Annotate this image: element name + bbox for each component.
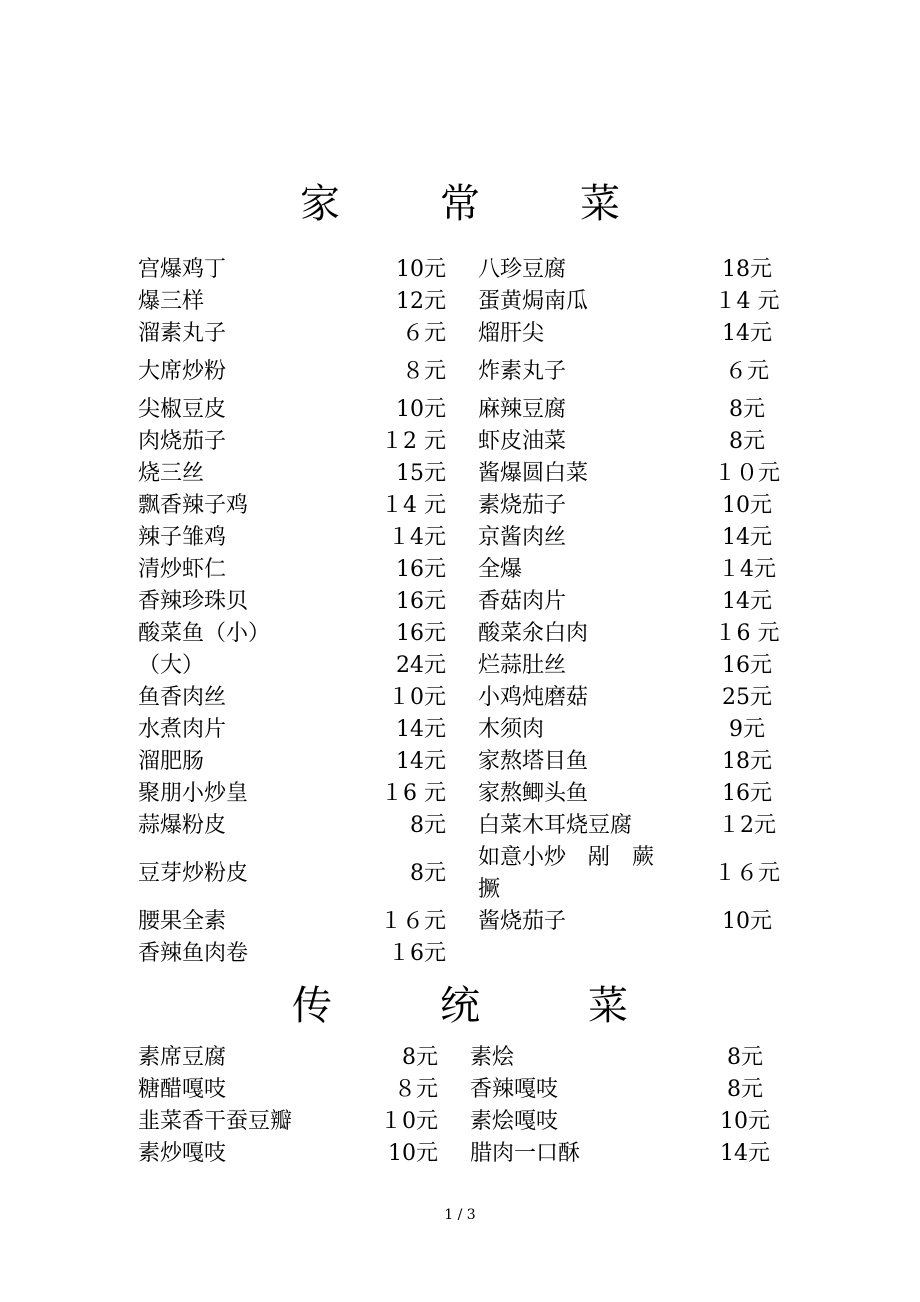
dish-name: 素烩 [470, 1045, 515, 1070]
dish-price: １６元 [379, 909, 446, 934]
section-title-home-style: 家 常 菜 [300, 181, 650, 227]
dish-name: 韭菜香干蚕豆瓣 [138, 1109, 293, 1134]
dish-name: 豆芽炒粉皮 [138, 861, 249, 886]
menu-row [0, 318, 920, 350]
dish-name: 素炒嘎吱 [138, 1141, 227, 1166]
dish-price: 10元 [388, 1141, 438, 1166]
dish-price: 8元 [729, 397, 765, 422]
menu-row [0, 844, 920, 904]
section-title-traditional: 传 统 菜 [292, 983, 662, 1029]
dish-price: ８元 [401, 359, 446, 384]
dish-price: 24元 [396, 653, 446, 678]
dish-name: 京酱肉丝 [478, 525, 567, 550]
dish-price: 16元 [396, 589, 446, 614]
dish-name: 辣子雏鸡 [138, 525, 227, 550]
dish-price: 14元 [722, 321, 772, 346]
dish-price: １4元 [718, 557, 776, 582]
dish-price: 8元 [410, 861, 446, 886]
menu-row [0, 906, 920, 938]
dish-price: １4元 [388, 525, 446, 550]
dish-price: 14元 [396, 749, 446, 774]
dish-price: 10元 [720, 1109, 770, 1134]
menu-row [0, 1042, 920, 1074]
dish-price: １6 元 [714, 621, 780, 646]
dish-price: 9元 [729, 717, 765, 742]
dish-name: 素烧茄子 [478, 493, 567, 518]
dish-price: 14元 [396, 717, 446, 742]
menu-row [0, 650, 920, 682]
dish-price: 14元 [722, 589, 772, 614]
dish-name: 酸菜鱼（小） [138, 621, 271, 646]
menu-row [0, 586, 920, 618]
dish-name: 香辣嘎吱 [470, 1077, 559, 1102]
dish-name: 溜素丸子 [138, 321, 227, 346]
menu-row [0, 746, 920, 778]
dish-price: 16元 [396, 557, 446, 582]
dish-price: 10元 [722, 909, 772, 934]
dish-name: 如意小炒 剐 蕨 撅 [478, 845, 677, 902]
dish-name: 鱼香肉丝 [138, 685, 227, 710]
dish-name: 蒜爆粉皮 [138, 813, 227, 838]
dish-price: 16元 [722, 781, 772, 806]
dish-name: 白菜木耳烧豆腐 [478, 813, 633, 838]
menu-row [0, 522, 920, 554]
dish-price: １4 元 [714, 289, 780, 314]
menu-row [0, 356, 920, 388]
dish-name: 肉烧茄子 [138, 429, 227, 454]
dish-name: 腊肉一口酥 [470, 1141, 581, 1166]
dish-name: 酸菜氽白肉 [478, 621, 589, 646]
menu-row [0, 682, 920, 714]
dish-price: 25元 [722, 685, 772, 710]
dish-name: 熘肝尖 [478, 321, 545, 346]
dish-name: 炸素丸子 [478, 359, 567, 384]
dish-price: 10元 [722, 493, 772, 518]
dish-price: 8元 [727, 1045, 763, 1070]
dish-price: ８元 [393, 1077, 438, 1102]
dish-price: １2 元 [381, 429, 446, 454]
dish-name: 小鸡炖磨菇 [478, 685, 589, 710]
dish-price: 10元 [396, 257, 446, 282]
dish-price: 14元 [722, 525, 772, 550]
dish-price: 8元 [410, 813, 446, 838]
dish-name: 八珍豆腐 [478, 257, 567, 282]
dish-name: 家熬鲫头鱼 [478, 781, 589, 806]
menu-row [0, 1138, 920, 1170]
dish-name: 聚朋小炒皇 [138, 781, 249, 806]
dish-price: １０元 [713, 461, 780, 486]
dish-price: 18元 [722, 257, 772, 282]
dish-name: 烂蒜肚丝 [478, 653, 567, 678]
dish-name: 全爆 [478, 557, 523, 582]
dish-name: 溜肥肠 [138, 749, 205, 774]
menu-row [0, 458, 920, 490]
dish-price: １2元 [718, 813, 776, 838]
dish-price: 12元 [396, 289, 446, 314]
dish-name: 飘香辣子鸡 [138, 493, 249, 518]
dish-price: 18元 [722, 749, 772, 774]
dish-name: 香辣鱼肉卷 [138, 941, 249, 966]
menu-row [0, 618, 920, 650]
dish-name: 木须肉 [478, 717, 545, 742]
menu-row [0, 938, 920, 970]
dish-price: 14元 [720, 1141, 770, 1166]
dish-name: 素席豆腐 [138, 1045, 227, 1070]
dish-price: ６元 [724, 359, 769, 384]
menu-row [0, 810, 920, 842]
dish-name: 素烩嘎吱 [470, 1109, 559, 1134]
menu-row [0, 490, 920, 522]
dish-name: 清炒虾仁 [138, 557, 227, 582]
menu-row [0, 1106, 920, 1138]
menu-row [0, 286, 920, 318]
dish-name: 虾皮油菜 [478, 429, 567, 454]
dish-name: （大） [138, 653, 205, 678]
dish-price: 8元 [729, 429, 765, 454]
menu-row [0, 714, 920, 746]
dish-price: ６元 [401, 321, 446, 346]
dish-name: 宫爆鸡丁 [138, 257, 227, 282]
dish-name: 家熬塔目鱼 [478, 749, 589, 774]
dish-name: 麻辣豆腐 [478, 397, 567, 422]
menu-row [0, 426, 920, 458]
dish-price: 10元 [396, 397, 446, 422]
page-number: 1 / 3 [444, 1207, 476, 1223]
dish-price: 16元 [396, 621, 446, 646]
dish-name: 酱烧茄子 [478, 909, 567, 934]
menu-row [0, 254, 920, 286]
dish-name: 糖醋嘎吱 [138, 1077, 227, 1102]
dish-price: １0元 [388, 685, 446, 710]
dish-name: 烧三丝 [138, 461, 205, 486]
dish-price: １6元 [388, 941, 446, 966]
dish-price: １6 元 [381, 781, 446, 806]
dish-name: 酱爆圆白菜 [478, 461, 589, 486]
dish-price: 15元 [396, 461, 446, 486]
dish-name: 爆三样 [138, 289, 205, 314]
dish-name: 大席炒粉 [138, 359, 227, 384]
menu-row [0, 1074, 920, 1106]
dish-price: １６元 [713, 861, 780, 886]
menu-row [0, 394, 920, 426]
dish-price: １0元 [380, 1109, 438, 1134]
menu-row [0, 778, 920, 810]
dish-price: 16元 [722, 653, 772, 678]
dish-price: 8元 [727, 1077, 763, 1102]
dish-name: 香辣珍珠贝 [138, 589, 249, 614]
dish-name: 香菇肉片 [478, 589, 567, 614]
dish-name: 蛋黄焗南瓜 [478, 289, 589, 314]
dish-price: １4 元 [381, 493, 446, 518]
dish-name: 腰果全素 [138, 909, 227, 934]
dish-price: 8元 [402, 1045, 438, 1070]
dish-name: 尖椒豆皮 [138, 397, 227, 422]
menu-row [0, 554, 920, 586]
dish-name: 水煮肉片 [138, 717, 227, 742]
